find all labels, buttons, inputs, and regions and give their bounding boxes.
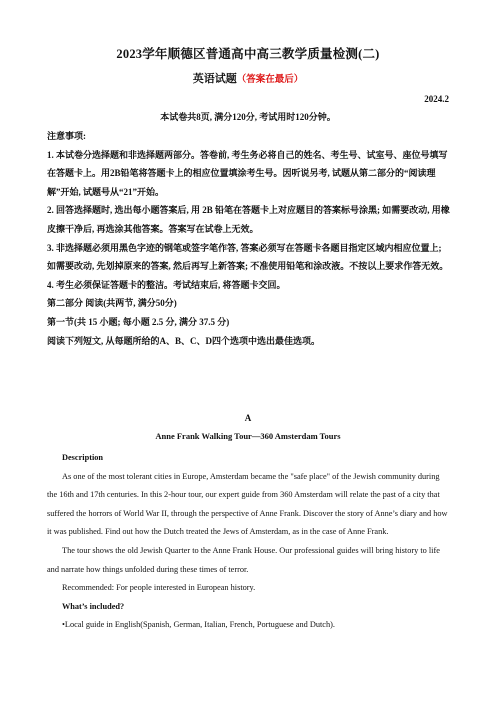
notes-section (47, 127, 451, 350)
note-item: 1. 本试卷分选择题和非选择题两部分。答卷前, 考生务必将自己的姓名、考生号、试室号、座位号填写在答题卡上。用2B铅笔将答题卡上的相应位置填涂考生号。因听说另考, 试题从第二部分的“阅读理解”开始, 试题号从“21”开始。 (47, 149, 448, 197)
section1-heading: 第一节(共 15 小题; 每小题 2.5 分, 满分 37.5 分) (47, 316, 230, 327)
note-item: 2. 回答选择题时, 选出每小题答案后, 用 2B 铅笔在答题卡上对应题目的答案标号涂黑; 如需要改动, 用橡皮擦干净后, 再选涂其他答案。答案写在试卷上无效。 (47, 205, 450, 234)
passage-paragraph: As one of the most tolerant cities in Europe, Amsterdam became the "safe place" of the Jewish community during the 16th and 17th centuries. In this 2-hour tour, our expert guide from 360 Amsterdam will relate the past of a city that suffered the horrors of World War II, through the perspective of Anne Frank. Discover the story of Anne’s diary and how it was published. Find out how the Dutch treated the Jews of Amsterdam, as in the case of Anne Frank. (47, 471, 448, 537)
reading-instruction: 阅读下列短文, 从每题所给的A、B、C、D四个选项中选出最佳选项。 (47, 335, 321, 346)
subject-line (0, 70, 496, 86)
exam-date: 2024.2 (424, 94, 449, 104)
note-item: 4. 考生必须保证答题卡的整洁。考试结束后, 将答题卡交回。 (47, 279, 286, 290)
note-item: 3. 非选择题必须用黑色字迹的钢笔或签字笔作答, 答案必须写在答题卡各题目指定区域内相应位置上; 如需要改动, 先划掉原来的答案, 然后再写上新答案; 不准使用铅笔和涂改液。不按以上要求作答无效。 (47, 242, 449, 272)
included-heading: What’s included? (62, 601, 125, 611)
subject-title: 英语试题 (192, 73, 237, 85)
passage-title: Anne Frank Walking Tour—360 Amsterdam Tours (155, 431, 341, 441)
passage-body (47, 449, 451, 635)
part2-heading: 第二部分 阅读(共两节, 满分50分) (47, 298, 177, 309)
notes-heading: 注意事项: (47, 131, 86, 141)
exam-info: 本试卷共8页, 满分120分, 考试用时120分钟。 (160, 112, 336, 122)
included-item: •Local guide in English(Spanish, German, Italian, French, Portuguese and Dutch). (62, 620, 335, 630)
answer-note: （答案在最后） (236, 75, 304, 85)
passage-paragraph: The tour shows the old Jewish Quarter to the Anne Frank House. Our professional guides will bring history to life and narrate how things unfolded during these times of terror. (47, 545, 440, 574)
exam-title: 2023学年顺德区普通高中高三教学质量检测(二) (116, 47, 380, 61)
passage-label: A (244, 413, 252, 423)
description-heading: Description (62, 453, 104, 462)
passage-paragraph: Recommended: For people interested in European history. (62, 583, 256, 593)
